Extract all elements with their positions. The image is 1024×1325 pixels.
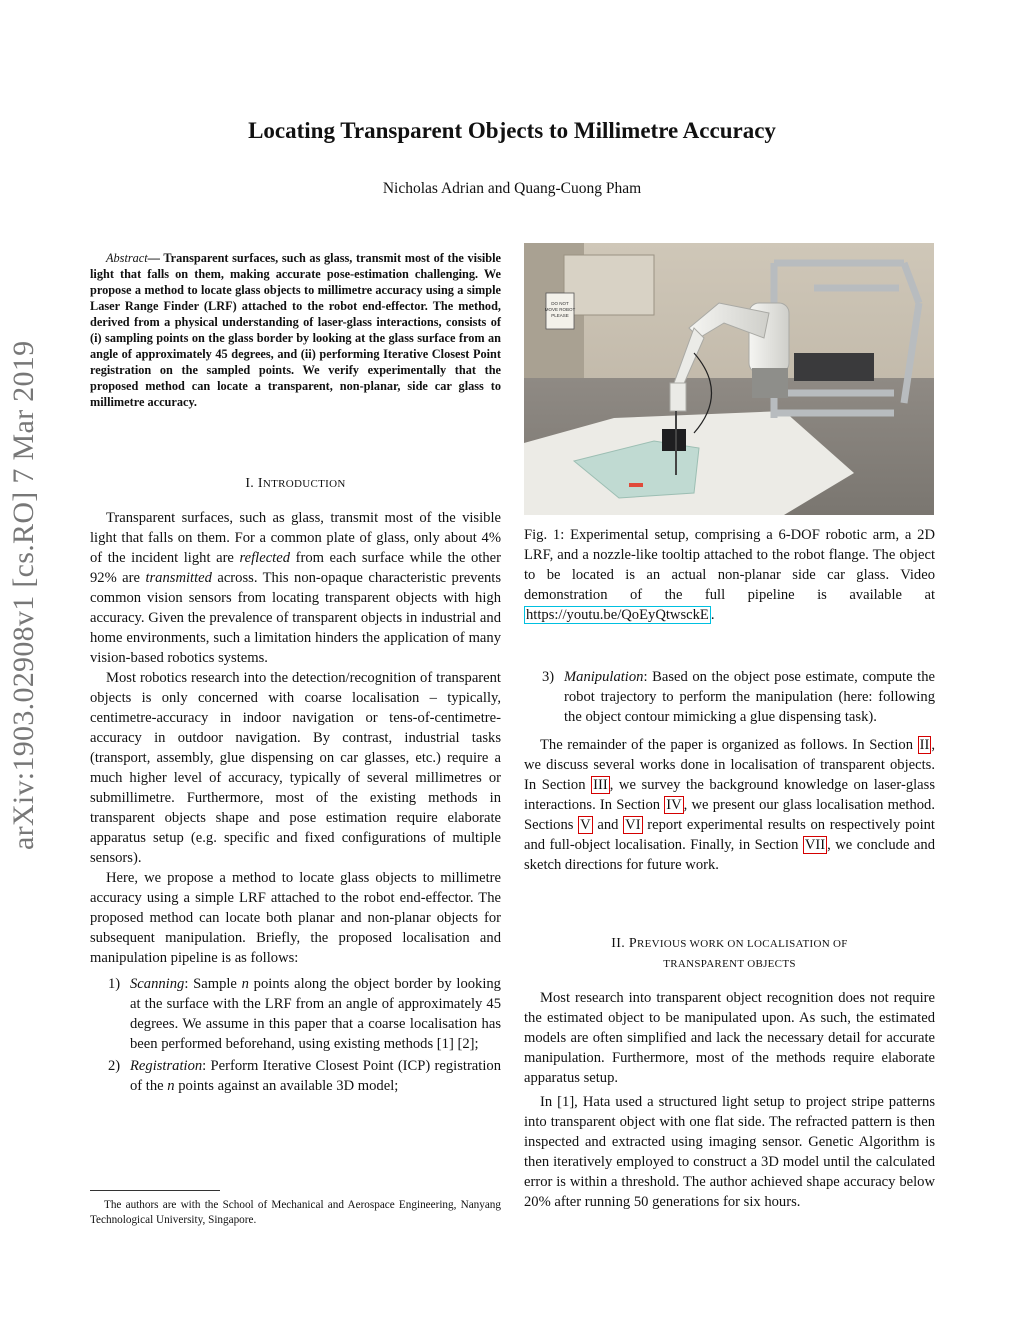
related-paragraph-2: In [1], Hata used a structured light setup to project stripe patterns into transparent object with one flat side. The refracted pattern is then inspected and extracted using imaging sensor. Genetic Algorithm is then iteratively employed to construct a 3D model until the calculated error is within a threshold. The author achieved shape accuracy below 20% after running 50 generations for six hours. [524, 1094, 935, 1210]
footnote: The authors are with the School of Mechanical and Aerospace Engineering, Nanyang Technological University, Singapore. [90, 1199, 501, 1226]
section-title-initial: P [628, 936, 637, 951]
paper-authors: Nicholas Adrian and Quang-Cuong Pham [382, 180, 642, 197]
list-item-text: : Perform Iterative Closest Point (ICP) registration of the [130, 1058, 501, 1094]
intro-p1-emphasis-reflected: reflected [239, 550, 291, 566]
pipeline-list [90, 974, 501, 1096]
intro-p1-emphasis-transmitted: transmitted [145, 570, 212, 586]
section-ref-link[interactable]: IV [666, 797, 682, 813]
footnote-rule [90, 1190, 220, 1191]
intro-p1-text-c: across. This non-opaque characteristic prevents common vision sensors from locating transparent objects with high accuracy. Given the prevalence of transparent objects in industrial and home environments, such a limitation hinders the application of many vision-based robotics systems. [90, 570, 501, 666]
section-title-rest: NTRODUCTION [262, 478, 346, 490]
laser-range-finder [662, 429, 686, 451]
previous-work-body [524, 988, 935, 1212]
laser-spot [629, 483, 643, 487]
intro-paragraph-2: Most robotics research into the detection/recognition of transparent objects is only concerned with coarse localisation – typically, centimetre-accuracy in indoor navigation or tens-of-centimetre-accuracy in outdoor navigation. By contrast, industrial tasks (transport, assembly, glue dispensing on car glasses, etc.) require a much higher level of accuracy, typically of several millimetres or submillimetre. Furthermore, most of the existing methods in transparent objects shape and pose estimation require elaborate apparatus setup (e.g. specific and fixed configurations of multiple sensors). [90, 670, 501, 866]
list-item [90, 1056, 501, 1096]
cabinet [564, 255, 654, 315]
list-item-number: 2) [108, 1058, 121, 1074]
list-item-text: points along the object border by looking at the surface with the LRF from an angle of approximately 45 degrees. We assume in this paper that a coarse localisation has been performed beforehand, using existing methods [1] [2]; [130, 976, 501, 1052]
robot-setup-photo [524, 243, 934, 515]
section-ref-link[interactable]: V [580, 817, 591, 833]
section-title-rest: REVIOUS WORK ON LOCALISATION OF [636, 938, 848, 950]
figure-caption-text: Fig. 1: Experimental setup, comprising a 6-DOF robotic arm, a 2D LRF, and a nozzle-like tooltip attached to the robot flange. The object to be located is an actual non-planar side car glass. Video demonstration of the full pipeline is available at [524, 527, 935, 603]
arxiv-identifier: arXiv:1903.02908v1 [cs.RO] 7 Mar 2019 [7, 340, 40, 850]
section-heading-line-1 [524, 934, 935, 954]
section-numeral: I. [245, 476, 255, 491]
list-item-label: Manipulation [564, 669, 644, 685]
intro-paragraph-1 [90, 508, 501, 668]
org-text: , we survey the background knowledge on laser-glass interactions. In Section [524, 777, 936, 813]
paper-title: Locating Transparent Objects to Millimetre Accuracy [248, 118, 776, 143]
list-item-variable: n [167, 1078, 175, 1094]
section-heading-introduction [90, 476, 501, 492]
abstract [90, 250, 501, 410]
list-item-number: 3) [542, 669, 555, 685]
list-item-text: : Based on the object pose estimate, compute the robot trajectory to perform the manipulation (here: following the object contour mimicking a glue dispensing task). [564, 669, 935, 725]
section-numeral: II. [611, 936, 626, 951]
list-item-text: points against an available 3D model; [174, 1078, 399, 1094]
section-ref-link[interactable]: VI [625, 817, 641, 833]
section-ref-link[interactable]: III [593, 777, 608, 793]
figure-experimental-setup [524, 243, 934, 515]
list-item-number: 1) [108, 976, 121, 992]
right-column-body [524, 667, 935, 875]
warning-sign-text: DO NOT MOVE ROBOT PLEASE [544, 301, 576, 318]
section-ref-link[interactable]: II [919, 737, 930, 753]
abstract-label: Abstract [106, 251, 148, 265]
list-item-label: Registration [130, 1058, 203, 1074]
intro-p1-text-a: Transparent surfaces, such as glass, transmit most of the visible light that falls on them. For a common plate of glass, only about 4% of the incident light are [90, 510, 501, 566]
controller-box [794, 353, 874, 381]
intro-p1-text-b: from each surface while the other 92% are [90, 550, 501, 586]
list-item [524, 667, 935, 727]
org-text: and [592, 817, 624, 833]
intro-paragraph-3: Here, we propose a method to locate glass objects to millimetre accuracy using a simple LRF attached to the robot end-effector. The proposed method can locate both planar and non-planar objects for subsequent manipulation. Briefly, the proposed localisation and manipulation pipeline is as follows: [90, 870, 501, 966]
caption-period: . [710, 607, 715, 623]
section-title-initial: I [257, 476, 263, 491]
org-text: , we discuss several works done in localisation of transparent objects. In Section [524, 737, 935, 793]
introduction-body [90, 508, 501, 1098]
abstract-text: — Transparent surfaces, such as glass, transmit most of the visible light that falls on them, making accurate pose-estimation challenging. We propose a method to locate glass objects to millimetre accuracy using a simple Laser Range Finder (LRF) attached to the robot end-effector. The method, derived from a physical understanding of laser-glass interactions, consists of (i) sampling points on the glass border by looking at the glass surface from an angle of approximately 45 degrees, and (ii) performing Iterative Closest Point registration on the sampled points. We verify experimentally that the proposed method can locate a transparent, non-planar, side car glass to millimetre accuracy. [90, 251, 501, 409]
list-item-text: : Sample [184, 976, 242, 992]
org-text: report experimental results on respectively point and full-object localisation. Finally, in Section [524, 817, 935, 853]
video-link[interactable]: https://youtu.be/QoEyQtwsckE [526, 607, 709, 623]
organization-paragraph [524, 735, 935, 875]
list-item-label: Scanning [130, 976, 185, 992]
org-text: , we conclude and sketch directions for future work. [524, 837, 935, 873]
figure-caption [524, 525, 935, 625]
list-item-variable: n [241, 976, 249, 992]
section-heading-line-2: TRANSPARENT OBJECTS [663, 958, 796, 970]
list-item [90, 974, 501, 1054]
org-text: , we present our glass localisation method. Sections [524, 797, 936, 833]
section-heading-previous-work [524, 934, 935, 974]
section-ref-link[interactable]: VII [804, 837, 826, 853]
org-text: The remainder of the paper is organized as follows. In Section [540, 737, 918, 753]
related-paragraph-1: Most research into transparent object recognition does not require the estimated object to be manipulated upon. As such, the estimated models are often simplified and lack the necessary detail for accurate manipulation. Furthermore, most of the methods require elaborate apparatus setup. [524, 990, 935, 1086]
pipeline-list-continued [524, 667, 935, 727]
